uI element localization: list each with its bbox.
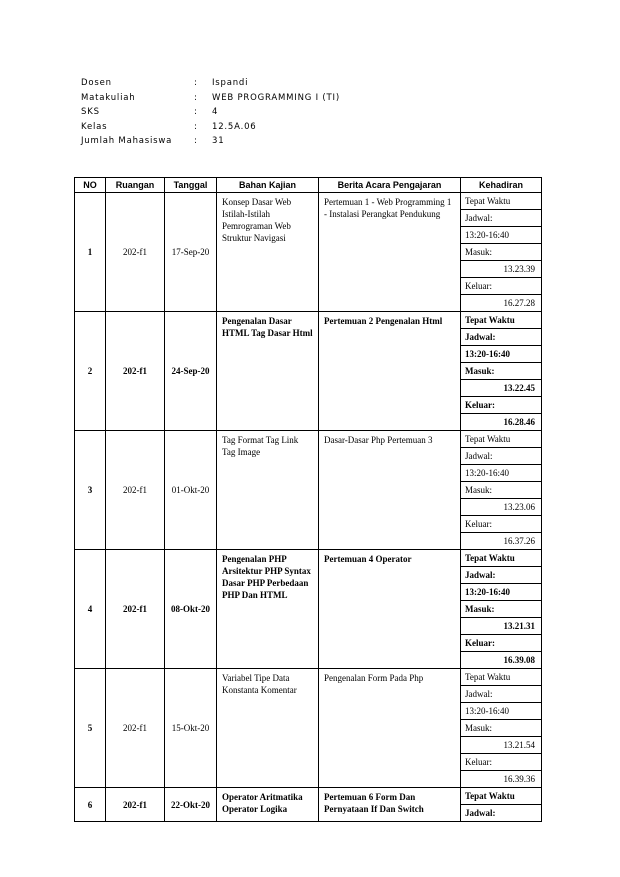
table-row: 4 202-f1 08-Okt-20 Pengenalan PHP Arsitektur PHP Syntax Dasar PHP Perbedaan PHP Dan HTML Pertemuan 4 Operator Tepat Waktu	[75, 550, 542, 567]
info-sks: SKS : 4	[81, 107, 219, 117]
kelas-value: 12.5A.06	[212, 121, 257, 132]
col-bahan-kajian: Bahan Kajian	[217, 178, 319, 193]
table-row: 5 202-f1 15-Okt-20 Variabel Tipe Data Konstanta Komentar Pengenalan Form Pada Php Tepat Waktu	[75, 669, 542, 686]
attendance-table: NO Ruangan Tanggal Bahan Kajian Berita Acara Pengajaran Kehadiran 1 202-f1 17-Sep-20 Konsep Dasar Web Istilah-Istilah Pemrograman Web Struktur Navigasi Pertemuan 1 - Web Programming 1 - Instalasi Perangkat Pendukung Tepat Waktu Jadwal: 13:20-16:40 Masuk: 13.23.39 Keluar: 16.27.28 2 202-f1 24-Sep-20 Pengenalan Dasar HTML Tag Dasar Html Pertemuan 2 Pengenalan Html Tepat Waktu Jadwal: 13:20-16:40 Masuk: 13.22.45 Keluar: 16.28.46 3 202-f1 01-Okt-20 Tag Format Tag Link Tag Image Dasar-Dasar Php Pertemuan 3 Tepat Waktu Jadwal: 13:20-16:40 Masuk: 13.23.06 Keluar: 16.37.26 4 202-f1 08-Okt-20 Pengenalan PHP Arsitektur PHP Syntax Dasar PHP Perbedaan PHP Dan HTML Pertemuan 4 Operator Tepat Waktu Jadwal: 13:20-16:40 Masuk: 13.21.31 Keluar: 16.39.08 5 202-f1 15-Okt-20 Variabel Tipe Data Konstanta Komentar Pengenalan Form Pada Php Tepat Waktu Jadwal: 13:20-16:40 Masuk: 13.21.54 Keluar: 16.39.36 6 202-f1 22-Okt-20 Operator Aritmatika Operator Logika Pertemuan 6 Form Dan Pernyataan If Dan Switch Tepat Waktu Jadwal:	[74, 177, 542, 822]
course-info	[81, 76, 340, 149]
matakuliah-value: WEB PROGRAMMING I (TI)	[212, 92, 340, 103]
table-row: 6 202-f1 22-Okt-20 Operator Aritmatika Operator Logika Pertemuan 6 Form Dan Pernyataan If Dan Switch Tepat Waktu	[75, 788, 542, 805]
col-berita-acara: Berita Acara Pengajaran	[319, 178, 461, 193]
info-kelas: Kelas : 12.5A.06	[81, 121, 257, 132]
jumlah-value: 31	[212, 136, 225, 146]
info-jumlah-mahasiswa: Jumlah Mahasiswa : 31	[81, 136, 225, 146]
col-ruangan: Ruangan	[106, 178, 165, 193]
col-kehadiran: Kehadiran	[461, 178, 542, 193]
dosen-value: Ispandi	[212, 78, 249, 88]
table-row: 1 202-f1 17-Sep-20 Konsep Dasar Web Istilah-Istilah Pemrograman Web Struktur Navigasi Pertemuan 1 - Web Programming 1 - Instalasi Perangkat Pendukung Tepat Waktu	[75, 193, 542, 210]
table-row: 2 202-f1 24-Sep-20 Pengenalan Dasar HTML Tag Dasar Html Pertemuan 2 Pengenalan Html Tepat Waktu	[75, 312, 542, 329]
col-no: NO	[75, 178, 106, 193]
col-tanggal: Tanggal	[165, 178, 217, 193]
info-dosen: Dosen : Ispandi	[81, 78, 249, 88]
table-row: 3 202-f1 01-Okt-20 Tag Format Tag Link Tag Image Dasar-Dasar Php Pertemuan 3 Tepat Waktu	[75, 431, 542, 448]
sks-value: 4	[212, 107, 219, 117]
info-matakuliah: Matakuliah : WEB PROGRAMMING I (TI)	[81, 92, 340, 103]
table-header-row	[75, 178, 542, 193]
